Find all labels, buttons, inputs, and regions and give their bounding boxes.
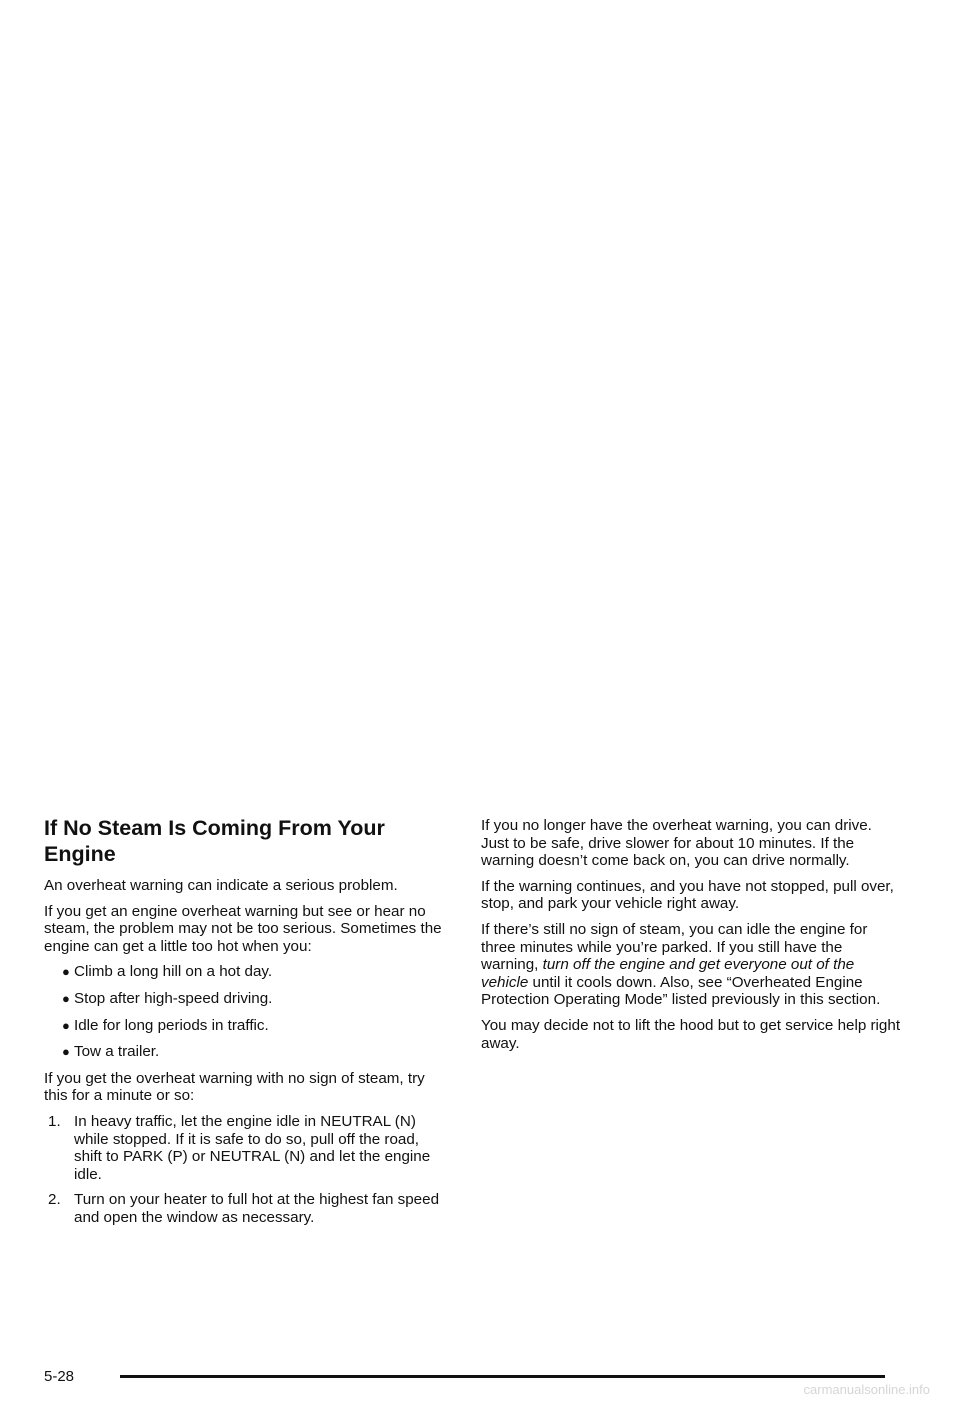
list-item-text: Idle for long periods in traffic. xyxy=(74,1016,269,1034)
watermark: carmanualsonline.info xyxy=(803,1382,930,1397)
list-item xyxy=(62,1017,444,1035)
step-item xyxy=(44,1113,444,1183)
list-item xyxy=(62,963,444,981)
section-title: If No Steam Is Coming From Your Engine xyxy=(44,816,385,866)
no-warning-paragraph: If you no longer have the overheat warning, you can drive. Just to be safe, drive slower for about 10 minutes. If the warning doesn’t come back on, you can drive normally. xyxy=(481,817,872,870)
overheat-paragraph: If you get an engine overheat warning but see or hear no steam, the problem may not be too serious. Sometimes the engine can get a little too hot when you: xyxy=(44,902,442,955)
bullet-icon: ● xyxy=(62,1044,70,1060)
step-number: 2. xyxy=(48,1191,61,1209)
steps-list xyxy=(44,1113,444,1227)
idle-text-emphasis: turn off the engine and get everyone out of the vehicle xyxy=(481,956,855,991)
list-item xyxy=(62,990,444,1008)
idle-text-start: If there’s still no sign of steam, you can idle the engine for three minutes while you’re parked. If you still have the warning, xyxy=(481,920,868,974)
footer-rule xyxy=(120,1375,885,1378)
step-text: In heavy traffic, let the engine idle in NEUTRAL (N) while stopped. If it is safe to do so, pull off the road, shift to PARK (P) or NEUTRAL (N) and let the engine idle. xyxy=(74,1112,431,1183)
idle-text-end: until it cools down. Also, see “Overheated Engine Protection Operating Mode” listed previously in this section. xyxy=(481,973,881,1009)
bullet-icon: ● xyxy=(62,964,70,980)
conditions-list xyxy=(44,963,444,1060)
step-number: 1. xyxy=(48,1112,61,1130)
list-item-text: Tow a trailer. xyxy=(74,1043,160,1061)
list-item-text: Climb a long hill on a hot day. xyxy=(74,963,273,981)
bullet-icon: ● xyxy=(62,1017,70,1033)
idle-engine-paragraph xyxy=(481,921,901,1009)
left-column xyxy=(44,815,444,1235)
list-item-text: Stop after high-speed driving. xyxy=(74,989,273,1007)
step-text: Turn on your heater to full hot at the highest fan speed and open the window as necessary. xyxy=(74,1191,440,1226)
list-item xyxy=(62,1043,444,1061)
service-paragraph: You may decide not to lift the hood but to get service help right away. xyxy=(481,1016,901,1052)
step-item xyxy=(44,1191,444,1226)
page-number: 5-28 xyxy=(44,1368,75,1385)
try-this-paragraph: If you get the overheat warning with no sign of steam, try this for a minute or so: xyxy=(44,1069,425,1105)
intro-paragraph: An overheat warning can indicate a serious problem. xyxy=(44,877,398,894)
bullet-icon: ● xyxy=(62,990,70,1006)
warning-continues-paragraph: If the warning continues, and you have not stopped, pull over, stop, and park your vehicle right away. xyxy=(481,877,894,913)
right-column xyxy=(481,817,901,1060)
